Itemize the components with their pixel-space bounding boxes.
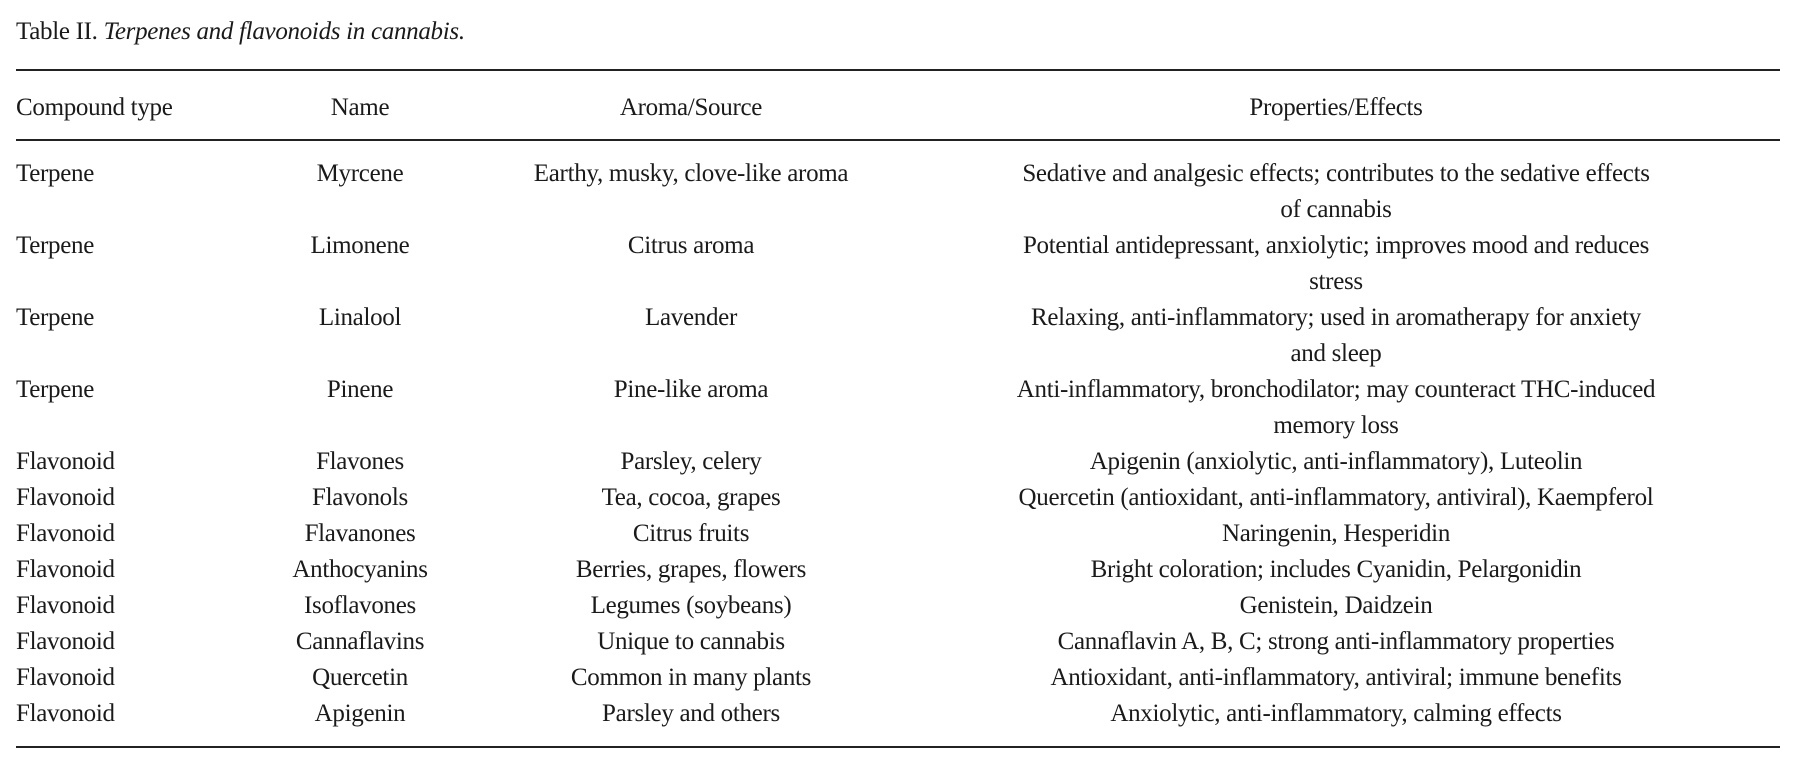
cell-properties-effects [892, 444, 1780, 480]
cell-aroma-source: Pine-like aroma [613, 376, 769, 403]
cell-aroma-source: Tea, cocoa, grapes [601, 484, 781, 511]
cell-text: Relaxing, anti-inflammatory; used in aromatherapy for anxiety and sleep [1031, 304, 1641, 367]
cell-properties-effects [892, 660, 1780, 696]
header-name: Name [330, 94, 390, 121]
top-rule [16, 69, 1780, 71]
table-row [16, 624, 1780, 660]
cell-aroma-source: Earthy, musky, clove-like aroma [533, 160, 849, 187]
cell-properties-effects [892, 140, 1780, 228]
data-table [16, 90, 1780, 732]
table-row [16, 480, 1780, 516]
cell-compound-type: Terpene [16, 232, 95, 259]
cell-text: Anxiolytic, anti-inflammatory, calming effects [1110, 700, 1562, 727]
table-row [16, 372, 1780, 444]
cell-compound-type: Flavonoid [16, 592, 115, 619]
cell-aroma-source: Parsley, celery [620, 448, 762, 475]
cell-text: Naringenin, Hesperidin [1221, 520, 1451, 547]
cell-name: Limonene [310, 232, 410, 259]
cell-compound-type: Terpene [16, 376, 95, 403]
cell-properties-effects [892, 696, 1780, 732]
caption-title: Terpenes and flavonoids in cannabis. [103, 18, 465, 45]
cell-name: Apigenin [314, 700, 406, 727]
header-compound-type: Compound type [16, 94, 173, 121]
cell-compound-type: Terpene [16, 160, 95, 187]
header-row [16, 90, 1780, 140]
table-row [16, 660, 1780, 696]
header-properties-effects: Properties/Effects [1249, 94, 1423, 121]
cell-text: Apigenin (anxiolytic, anti-inflammatory), Luteolin [1089, 448, 1583, 475]
cell-text: Sedative and analgesic effects; contributes to the sedative effects of cannabis [1022, 160, 1650, 223]
cell-aroma-source: Citrus fruits [632, 520, 750, 547]
cell-text: Anti-inflammatory, bronchodilator; may counteract THC-induced memory loss [1016, 376, 1656, 439]
cell-text: Quercetin (antioxidant, anti-inflammatory, antiviral), Kaempferol [1018, 484, 1654, 511]
cell-aroma-source: Lavender [645, 304, 737, 331]
table-row [16, 300, 1780, 372]
cell-aroma-source: Unique to cannabis [597, 628, 785, 655]
cell-aroma-source: Citrus aroma [627, 232, 755, 259]
cell-compound-type: Flavonoid [16, 664, 115, 691]
table-row [16, 696, 1780, 732]
cell-properties-effects [892, 300, 1780, 372]
table-row [16, 588, 1780, 624]
cell-properties-effects [892, 480, 1780, 516]
cell-properties-effects [892, 516, 1780, 552]
cell-name: Pinene [326, 376, 394, 403]
cell-aroma-source: Berries, grapes, flowers [575, 556, 807, 583]
table-row [16, 516, 1780, 552]
cell-name: Quercetin [312, 664, 408, 691]
cell-name: Cannaflavins [295, 628, 425, 655]
cell-properties-effects [892, 372, 1780, 444]
cell-text: Bright coloration; includes Cyanidin, Pelargonidin [1090, 556, 1582, 583]
cell-name: Linalool [318, 304, 402, 331]
cell-properties-effects [892, 228, 1780, 300]
cell-compound-type: Flavonoid [16, 700, 115, 727]
cell-name: Myrcene [316, 160, 404, 187]
header-aroma-source: Aroma/Source [619, 94, 763, 121]
cell-properties-effects [892, 624, 1780, 660]
table-row [16, 444, 1780, 480]
cell-properties-effects [892, 552, 1780, 588]
cell-text: Cannaflavin A, B, C; strong anti-inflammatory properties [1057, 628, 1615, 655]
cell-name: Flavanones [304, 520, 416, 547]
table-row [16, 552, 1780, 588]
cell-name: Isoflavones [304, 592, 416, 619]
cell-text: Antioxidant, anti-inflammatory, antiviral; immune benefits [1050, 664, 1622, 691]
cell-compound-type: Flavonoid [16, 484, 115, 511]
cell-compound-type: Flavonoid [16, 628, 115, 655]
cell-name: Flavones [316, 448, 404, 475]
cell-text: Genistein, Daidzein [1239, 592, 1433, 619]
table-caption [16, 14, 465, 50]
cell-aroma-source: Legumes (soybeans) [590, 592, 792, 619]
cell-aroma-source: Parsley and others [602, 700, 780, 727]
cell-aroma-source: Common in many plants [570, 664, 812, 691]
cell-compound-type: Terpene [16, 304, 95, 331]
caption-label: Table II. [16, 18, 98, 45]
cell-compound-type: Flavonoid [16, 448, 115, 475]
cell-text: Potential antidepressant, anxiolytic; improves mood and reduces stress [1022, 232, 1650, 295]
bottom-rule [16, 746, 1780, 748]
cell-compound-type: Flavonoid [16, 556, 115, 583]
cell-name: Anthocyanins [292, 556, 428, 583]
table-row [16, 140, 1780, 228]
cell-name: Flavonols [312, 484, 408, 511]
cell-properties-effects [892, 588, 1780, 624]
table-row [16, 228, 1780, 300]
cell-compound-type: Flavonoid [16, 520, 115, 547]
